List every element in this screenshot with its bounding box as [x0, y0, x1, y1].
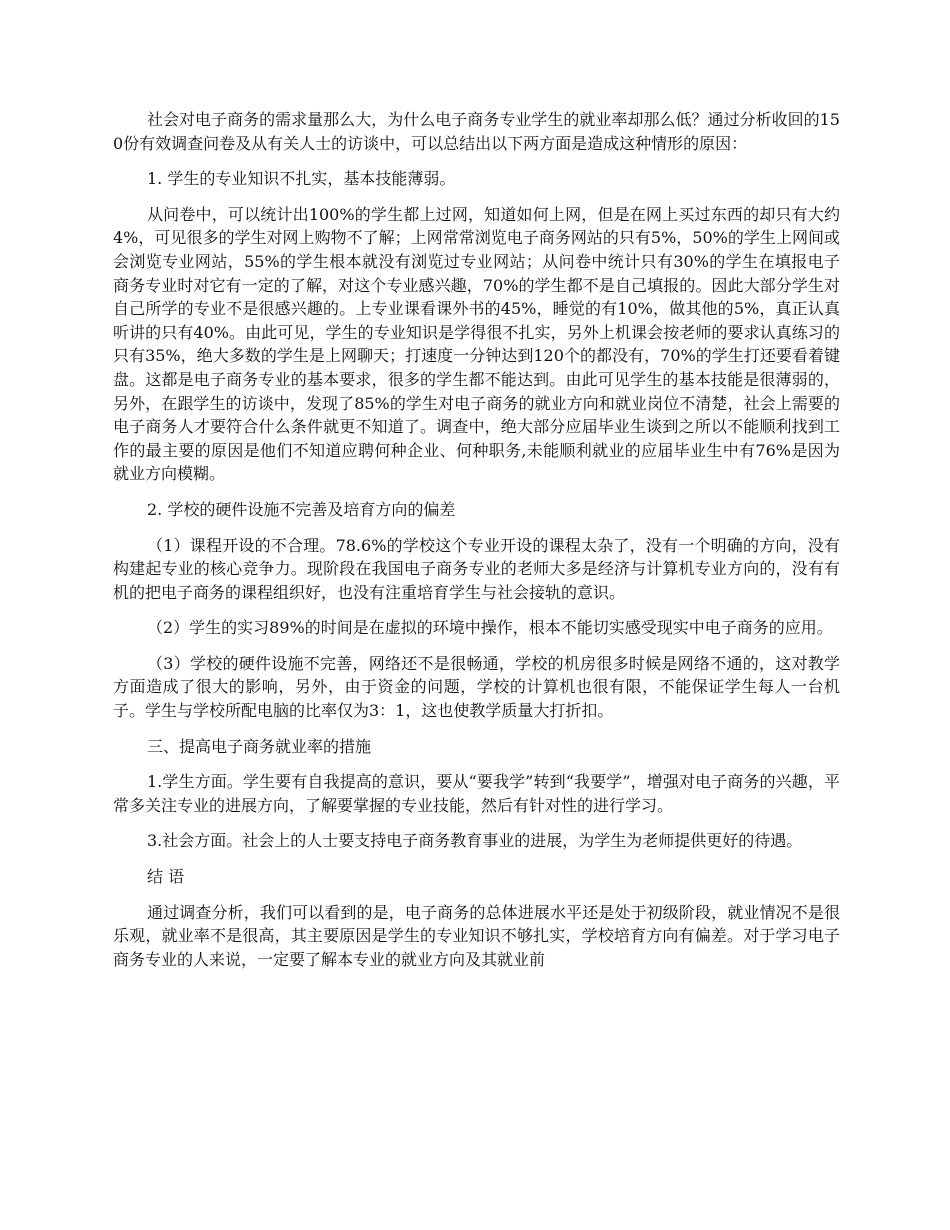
- heading-conclusion: 结 语: [147, 867, 185, 887]
- paragraph-conclusion: 通过调查分析，我们可以看到的是，电子商务的总体进展水平还是处于初级阶段，就业情况不是很乐观，就业率不是很高，其主要原因是学生的专业知识不够扎实，学校培育方向有偏差。对于学习电子商务专业的人来说，一定要了解本专业的就业方向及其就业前: [113, 902, 840, 969]
- heading-measures: 三、提高电子商务就业率的措施: [147, 736, 372, 756]
- paragraph-student-measures: 1.学生方面。学生要有自我提高的意识，要从“要我学”转到“我要学”，增强对电子商务的兴趣，平常多关注专业的进展方向，了解要掌握的专业技能，然后有针对性的进行学习。: [113, 772, 840, 815]
- paragraph-internship: （2）学生的实习89%的时间是在虚拟的环境中操作，根本不能切实感受现实中电子商务的应用。: [147, 618, 833, 638]
- heading-knowledge-weak: 1. 学生的专业知识不扎实，基本技能薄弱。: [147, 169, 456, 189]
- paragraph-intro: 社会对电子商务的需求量那么大，为什么电子商务专业学生的就业率却那么低？通过分析收回的150份有效调查问卷及从有关人士的访谈中，可以总结出以下两方面是造成这种情形的原因：: [113, 110, 840, 153]
- paragraph-hardware: （3）学校的硬件设施不完善，网络还不是很畅通，学校的机房很多时候是网络不通的，这对教学方面造成了很大的影响，另外，由于资金的问题，学校的计算机也很有限，不能保证学生每人一台机子。学生与学校所配电脑的比率仅为3：1，这也使教学质量大打折扣。: [113, 653, 840, 721]
- paragraph-curriculum: （1）课程开设的不合理。78.6%的学校这个专业开设的课程太杂了，没有一个明确的方向，没有构建起专业的核心竞争力。现阶段在我国电子商务专业的老师大多是经济与计算机专业方向的，没有有机的把电子商务的课程组织好，也没有注重培育学生与社会接轨的意识。: [113, 535, 840, 602]
- heading-school-facilities: 2. 学校的硬件设施不完善及培育方向的偏差: [147, 499, 456, 519]
- paragraph-society-measures: 3.社会方面。社会上的人士要支持电子商务教育事业的进展，为学生为老师提供更好的待遇。: [147, 831, 803, 851]
- paragraph-survey-results: 从问卷中，可以统计出100%的学生都上过网，知道如何上网，但是在网上买过东西的却只有大约4%，可见很多的学生对网上购物不了解；上网常常浏览电子商务网站的只有5%，50%的学生上网间或会浏览专业网站，55%的学生根本就没有浏览过专业网站；从问卷中统计只有30%的学生在填报电子商务专业时对它有一定的了解，对这个专业感兴趣，70%的学生都不是自己填报的。因此大部分学生对自己所学的专业不是很感兴趣的。上专业课看课外书的45%，睡觉的有10%，做其他的5%，真正认真听讲的只有40%。由此可见，学生的专业知识是学得很不扎实，另外上机课会按老师的要求认真练习的只有35%，绝大多数的学生是上网聊天；打速度一分钟达到120个的都没有，70%的学生打还要看着键盘。这都是电子商务专业的基本要求，很多的学生都不能达到。由此可见学生的基本技能是很薄弱的，另外，在跟学生的访谈中，发现了85%的学生对电子商务的就业方向和就业岗位不清楚，社会上需要的电子商务人才要符合什么条件就更不知道了。调查中，绝大部分应届毕业生谈到之所以不能顺利找到工作的最主要的原因是他们不知道应聘何种企业、何种职务,未能顺利就业的应届毕业生中有76%是因为就业方向模糊。: [113, 204, 840, 484]
